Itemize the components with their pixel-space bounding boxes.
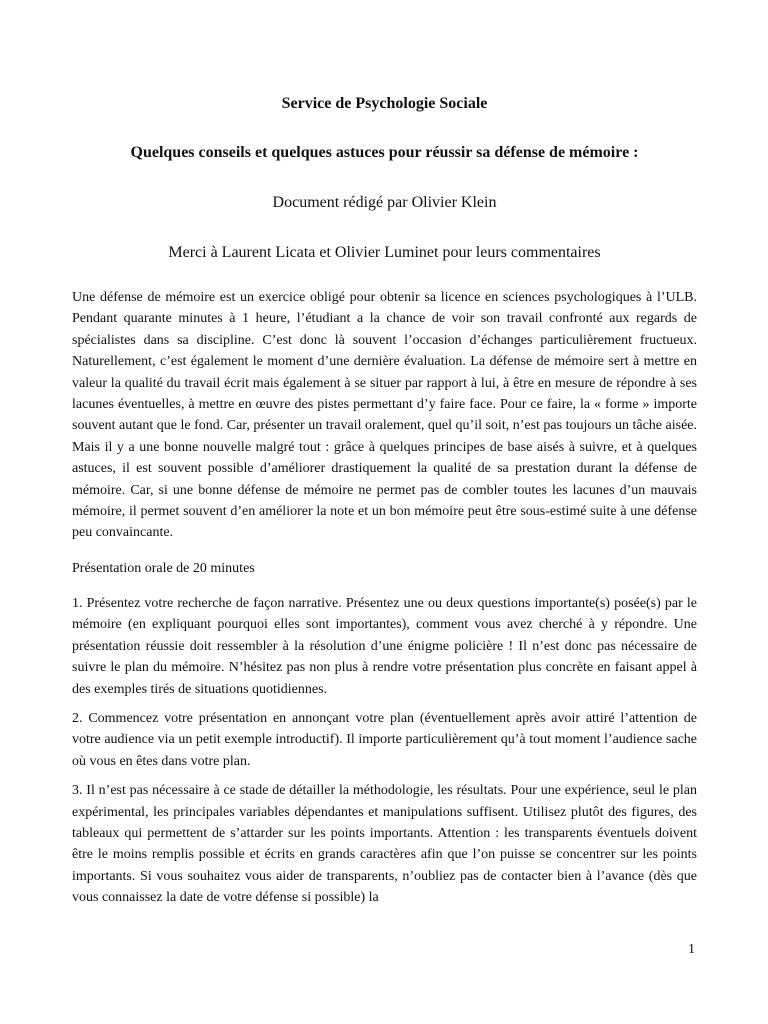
author-line: Document rédigé par Olivier Klein	[272, 194, 497, 211]
list-item-2: 2. Commencez votre présentation en annonçant votre plan (éventuellement après avoir attiré l’attention de votre audience via un petit exemple introductif). Il importe particulièrement qu’à tout moment l’audience sache où vous en êtes dans votre plan.	[72, 710, 697, 769]
document-title: Service de Psychologie Sociale	[281, 95, 488, 112]
section-label: Présentation orale de 20 minutes	[72, 560, 255, 576]
intro-paragraph: Une défense de mémoire est un exercice obligé pour obtenir sa licence en sciences psychologiques à l’ULB. Pendant quarante minutes à 1 heure, l’étudiant a la chance de voir son travail confronté aux regards de spécialistes dans sa discipline. C’est donc là souvent l’occasion d’échanges particulièrement fructueux. Naturellement, c’est également le moment d’une dernière évaluation. La défense de mémoire sert à mettre en valeur la qualité du travail écrit mais également à se situer par rapport à lui, à être en mesure de répondre à ses lacunes éventuelles, à mettre en œuvre des pistes permettant d’y faire face. Pour ce faire, la « forme » importe souvent autant que le fond. Car, présenter un travail oralement, quel qu’il soit, n’est pas toujours un tâche aisée. Mais il y a une bonne nouvelle malgré tout : grâce à quelques principes de base aisés à suivre, et à quelques astuces, il est souvent possible d’améliorer drastiquement la qualité de sa prestation durant la défense de mémoire. Car, si une bonne défense de mémoire ne permet pas de combler toutes les lacunes d’un mauvais mémoire, il permet souvent d’en améliorer la note et un bon mémoire peut être sous-estimé suite à une défense peu convaincante.	[72, 290, 697, 541]
thanks-line: Merci à Laurent Licata et Olivier Luminet pour leurs commentaires	[168, 244, 601, 261]
page-number: 1	[688, 942, 695, 957]
list-item-3: 3. Il n’est pas nécessaire à ce stade de détailler la méthodologie, les résultats. Pour une expérience, seul le plan expérimental, les principales variables dépendantes et manipulations suffisent. Utilisez plutôt des figures, des tableaux qui permettent de s’attarder sur les points importants. Attention : les transparents éventuels doivent être le moins remplis possible et écrits en grands caractères afin que l’on puisse se concentrer sur les points importants. Si vous souhaitez vous aider de transparents, n’oubliez pas de contacter bien à l’avance (dès que vous connaissez la date de votre défense si possible) la	[72, 783, 697, 906]
document-subtitle: Quelques conseils et quelques astuces pour réussir sa défense de mémoire :	[130, 144, 639, 161]
list-item-1: 1. Présentez votre recherche de façon narrative. Présentez une ou deux questions importante(s) posée(s) par le mémoire (en expliquant pourquoi elles sont importantes), comment vous avez cherché à y répondre. Une présentation réussie doit ressembler à la résolution d’une énigme policière ! Il n’est donc pas nécessaire de suivre le plan du mémoire. N’hésitez pas non plus à rendre votre présentation plus concrète en faisant appel à des exemples tirés de situations quotidiennes.	[72, 595, 697, 697]
